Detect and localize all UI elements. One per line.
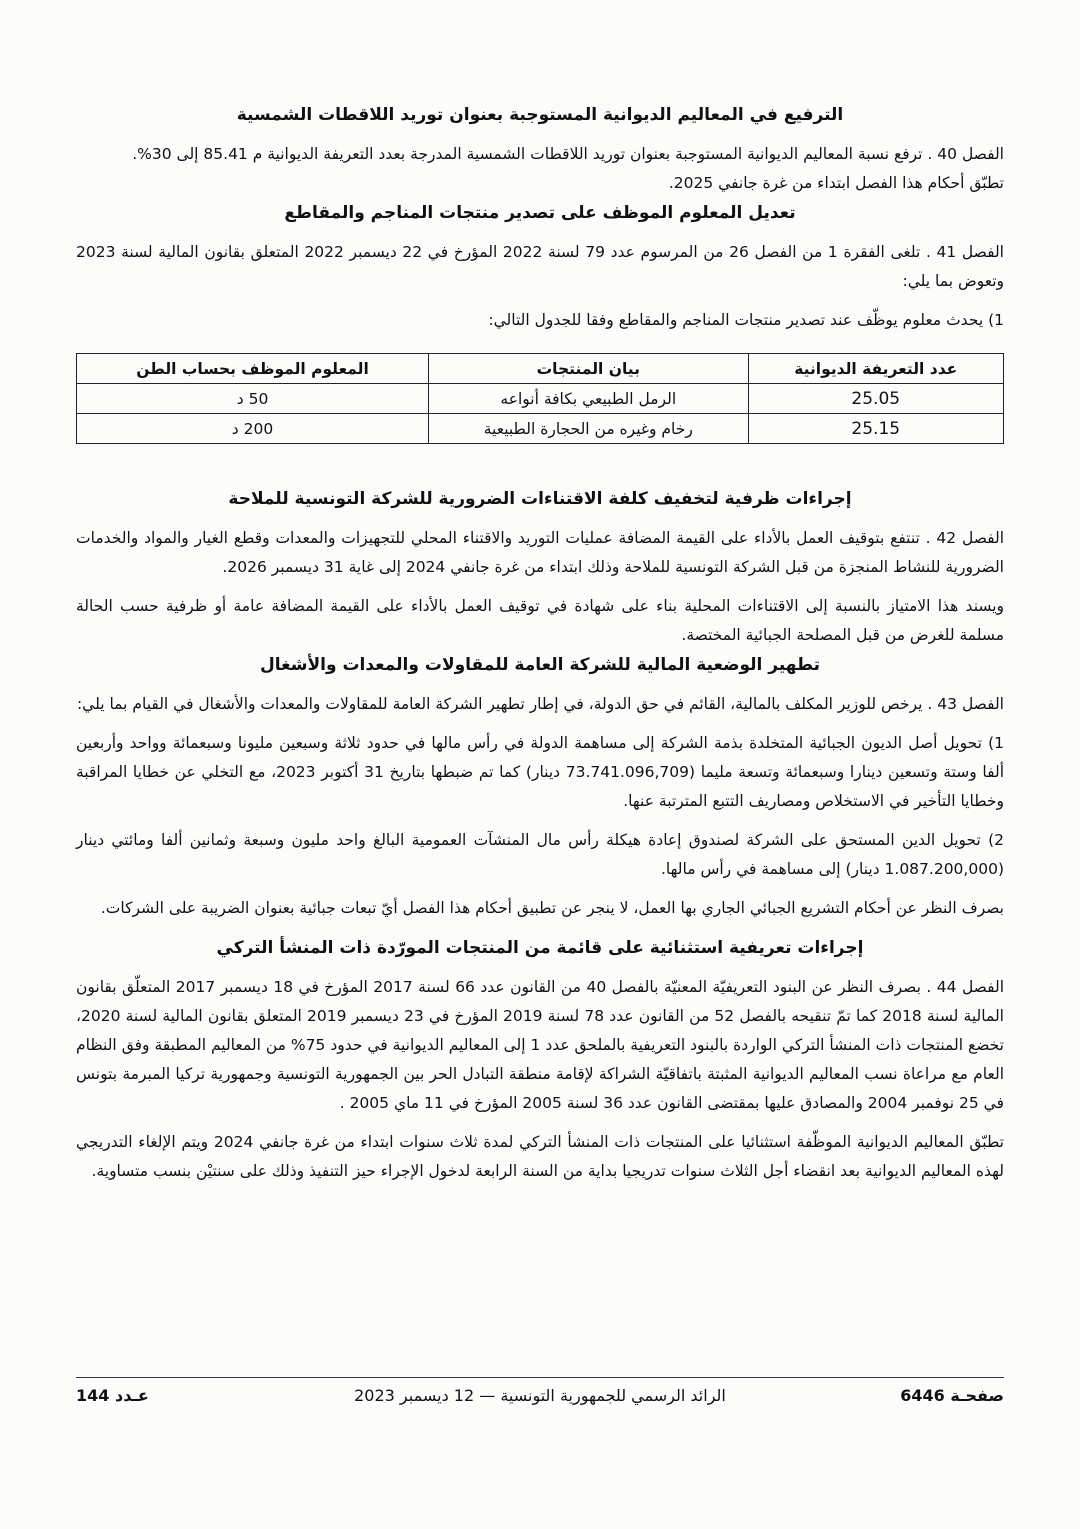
article-40-text: الفصل 40 . ترفع نسبة المعاليم الديوانية المستوجبة بعنوان توريد اللاقطات الشمسية المدرجة بعدد التعريفة الديوانية م 85.41 إلى 30%. — [132, 145, 1004, 163]
column-header-fee-per-ton: المعلوم الموظف بحساب الطن — [77, 354, 429, 384]
article-44-text: الفصل 44 . بصرف النظر عن البنود التعريفيّة المعنيّة بالفصل 40 من القانون عدد 66 لسنة 2017 المؤرخ في 18 ديسمبر 2017 المتعلّق بقانون المالية لسنة 2018 كما تمّ تنقيحه بالفصل 52 من القانون عدد 78 لسنة 2019 المؤرخ في 23 ديسمبر 2019 المتعلق بقانون المالية لسنة 2020، تخضع المنتجات ذات المنشأ التركي الواردة بالبنود التعريفية بالملحق عدد 1 إلى المعاليم الديوانية في حدود 75% من المعاليم المطبقة وفق النظام العام مع مراعاة نسب المعاليم الديوانية المثبتة باتفاقيّة الشراكة لإقامة منطقة التبادل الحر بين الجمهورية التونسية وجمهورية تركيا المبرمة بتونس في 25 نوفمبر 2004 والمصادق عليها بمقتضى القانون عدد 36 لسنة 2005 المؤرخ في 11 ماي 2005 . — [76, 978, 1004, 1112]
column-header-tariff-code: عدد التعريفة الديوانية — [748, 354, 1003, 384]
footer-divider — [76, 1377, 1004, 1378]
article-42-text: الفصل 42 . تنتفع بتوقيف العمل بالأداء على القيمة المضافة عمليات التوريد والاقتناء المحلي للتجهيزات والمعدات وقطع الغيار والمواد والخدمات الضرورية للنشاط المنجزة من قبل الشركة التونسية للملاحة وذلك ابتداء من غرة جانفي 2024 إلى غاية 31 ديسمبر 2026. — [76, 529, 1004, 576]
page-footer — [76, 1386, 1004, 1416]
section-heading-43: تطهير الوضعية المالية للشركة العامة للمقاولات والمعدات والأشغال — [260, 655, 820, 675]
article-43-paragraph-4: بصرف النظر عن أحكام التشريع الجبائي الجاري بها العمل، لا ينجر عن تطبيق أحكام هذا الفصل أيّ تبعات جبائية بعنوان الضريبة على الشركات. — [100, 899, 1004, 917]
article-43-item-2: 2) تحويل الدين المستحق على الشركة لصندوق إعادة هيكلة رأس مال المنشآت العمومية البالغ واحد مليون وسبعة وثمانين ألفا ومائتي دينار (1.087.200,000 دينار) إلى مساهمة في رأس مالها. — [76, 831, 1004, 878]
table-cell-product: رخام وغيره من الحجارة الطبيعية — [429, 414, 748, 444]
table-header-row — [77, 354, 1004, 384]
issue-number: عـدد 144 — [76, 1386, 149, 1405]
section-heading-41: تعديل المعلوم الموظف على تصدير منتجات المناجم والمقاطع — [284, 203, 796, 223]
table-cell-product: الرمل الطبيعي بكافة أنواعه — [429, 384, 748, 414]
journal-title: الرائد الرسمي للجمهورية التونسية — 12 ديسمبر 2023 — [354, 1386, 726, 1405]
table-row — [77, 414, 1004, 444]
article-42-paragraph-2: ويسند هذا الامتياز بالنسبة إلى الاقتناءات المحلية بناء على شهادة في توقيف العمل بالأداء على القيمة المضافة عامة أو ظرفية حسب الحالة مسلمة للغرض من قبل المصلحة الجبائية المختصة. — [76, 597, 1004, 644]
article-41-text: الفصل 41 . تلغى الفقرة 1 من الفصل 26 من المرسوم عدد 79 لسنة 2022 المؤرخ في 22 ديسمبر 2022 المتعلق بقانون المالية لسنة 2023 وتعوض بما يلي: — [76, 243, 1004, 290]
article-43-text: الفصل 43 . يرخص للوزير المكلف بالمالية، القائم في حق الدولة، في إطار تطهير الشركة العامة للمقاولات والمعدات والأشغال في القيام بما يلي: — [76, 695, 1004, 713]
table-row — [77, 384, 1004, 414]
document-page — [76, 100, 1004, 1186]
table-cell-tariff-code: 25.15 — [748, 414, 1003, 444]
table-cell-fee: 50 د — [77, 384, 429, 414]
table-cell-tariff-code: 25.05 — [748, 384, 1003, 414]
article-43-item-1: 1) تحويل أصل الديون الجبائية المتخلدة بذمة الشركة إلى مساهمة الدولة في رأس مالها في حدود ثلاثة وسبعين مليونا وسبعمائة وواحد وأربعين ألفا وستة وتسعين دينارا وسبعمائة وتسعة مليما (73.741.096,709 دينار) كما تم ضبطها بتاريخ 31 أكتوبر 2023، مع التخلي عن خطايا المراقبة وخطايا التأخير في الاستخلاص ومصاريف التتبع المترتبة عنها. — [76, 734, 1005, 810]
article-44-paragraph-2: تطبّق المعاليم الديوانية الموظّفة استثنائيا على المنتجات ذات المنشأ التركي لمدة ثلاث سنوات ابتداء من غرة جانفي 2024 ويتم الإلغاء التدريجي لهذه المعاليم الديوانية بعد انقضاء أجل الثلاث سنوات تدريجيا بداية من السنة الرابعة لدخول الإجراء حيز التنفيذ وذلك على سنتيْن بنسب متساوية. — [76, 1133, 1004, 1180]
export-fees-table — [76, 353, 1004, 444]
page-number: صفحـة 6446 — [900, 1386, 1004, 1405]
section-heading-44: إجراءات تعريفية استثنائية على قائمة من المنتجات المورّدة ذات المنشأ التركي — [216, 938, 864, 958]
column-header-products: بيان المنتجات — [429, 354, 748, 384]
article-40-application: تطبّق أحكام هذا الفصل ابتداء من غرة جانفي 2025. — [668, 174, 1004, 192]
article-41-item-1: 1) يحدث معلوم يوظّف عند تصدير منتجات المناجم والمقاطع وفقا للجدول التالي: — [488, 311, 1004, 329]
section-heading-40: الترفيع في المعاليم الديوانية المستوجبة بعنوان توريد اللاقطات الشمسية — [236, 105, 844, 125]
section-heading-42: إجراءات ظرفية لتخفيف كلفة الاقتناءات الضرورية للشركة التونسية للملاحة — [228, 489, 852, 509]
table-cell-fee: 200 د — [77, 414, 429, 444]
